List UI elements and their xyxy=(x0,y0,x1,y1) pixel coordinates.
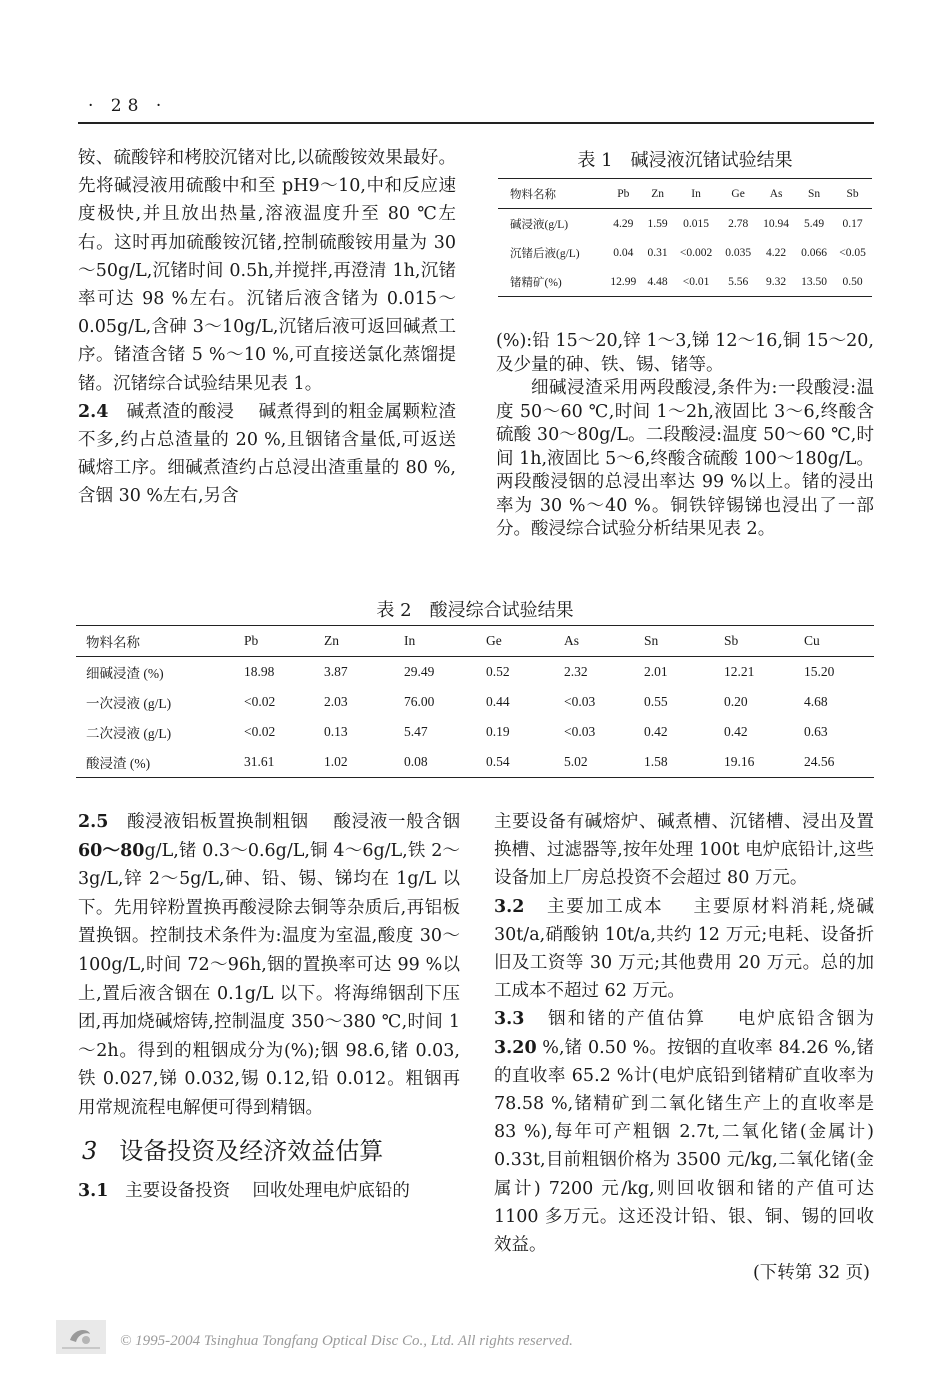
table-cell: 0.55 xyxy=(644,694,668,709)
table-cell: 10.94 xyxy=(763,217,790,230)
section-text: 主要原材料消耗,烧碱 30t/a,硝酸钠 10t/a,共约 12 万元;电耗、设备折旧及工资等 30 万元;其他费用 20 万元。总的加工成本不超过 62 万元。 xyxy=(494,896,875,1002)
table-header-cell: Zn xyxy=(324,633,339,648)
section-number: 2.4 xyxy=(78,401,109,422)
left-column-bottom xyxy=(78,808,460,1205)
section-text: 电炉底铅含铟为 xyxy=(737,1009,875,1030)
table-cell: 细碱浸渣 (%) xyxy=(86,666,164,681)
paragraph-equipment: 主要设备有碱熔炉、碱煮槽、沉锗槽、浸出及置换槽、过滤器等,按年处理 100t 电炉底铅计,这些设备加上厂房总投资不会超过 80 万元。 xyxy=(494,812,874,889)
table-cell: 24.56 xyxy=(804,754,835,769)
section-text-bold: 60～80 xyxy=(78,840,145,861)
table-row xyxy=(76,747,874,778)
section-text: 回收处理电炉底铅的 xyxy=(252,1180,410,1201)
table-cell: <0.02 xyxy=(244,724,276,739)
left-column-top xyxy=(78,144,456,511)
table-cell: 0.52 xyxy=(486,664,510,679)
section-2-5 xyxy=(78,808,460,1123)
table-cell: 0.13 xyxy=(324,724,348,739)
table-row xyxy=(76,717,874,747)
right-column-top xyxy=(496,330,874,542)
table-cell: 1.59 xyxy=(647,217,668,230)
table-cell: 0.31 xyxy=(647,246,668,259)
table-cell: 12.99 xyxy=(610,275,637,288)
table-cell: 沉锗后液(g/L) xyxy=(510,247,580,260)
table-cell: 0.17 xyxy=(842,217,863,230)
table-cell: 5.56 xyxy=(728,275,749,288)
table-cell: 0.63 xyxy=(804,724,828,739)
table-cell: <0.01 xyxy=(682,275,710,288)
section-title: 主要加工成本 xyxy=(546,896,664,917)
section-number: 2.5 xyxy=(78,812,109,832)
table-cell: 18.98 xyxy=(244,664,275,679)
table-cell: 酸浸渣 (%) xyxy=(86,756,151,771)
section-number: 3.3 xyxy=(494,1009,525,1030)
table-cell: 2.01 xyxy=(644,664,668,679)
table-cell: 0.08 xyxy=(404,754,428,769)
table-cell: 0.035 xyxy=(725,246,752,259)
table-cell: 0.015 xyxy=(683,217,709,230)
table-cell: 一次浸液 (g/L) xyxy=(86,696,172,711)
section-3-heading xyxy=(78,1131,460,1171)
paragraph-germanium-precipitation: 铵、硫酸锌和栲胶沉锗对比,以硫酸铵效果最好。先将碱浸液用硫酸中和至 pH9～10,中和反应速度极快,并且放出热量,溶液温度升至 80 ℃左右。这时再加硫酸铵沉锗,控制硫酸铵用量为 30～50g/L,沉锗时间 0.5h,并搅拌,再澄清 1h,沉锗率可达 98 %左右。沉锗后液含锗为 0.015～0.05g/L,含砷 3～10g/L,沉锗后液可返回碱煮工序。锗渣含锗 5 %～10 %,可直接送氯化蒸馏提锗。沉锗综合试验结果见表 1。 xyxy=(78,148,456,394)
table-cell: 二次浸液 (g/L) xyxy=(86,726,172,741)
section-number: 3.2 xyxy=(494,896,525,917)
table-cell: 0.066 xyxy=(801,246,827,259)
table-cell: 19.16 xyxy=(724,754,755,769)
section-text: %,锗 0.50 %。按铟的直收率 84.26 %,锗的直收率 65.2 %计(电炉底铅到锗精矿直收率为 78.58 %,锗精矿到二氧化锗生产上的直收率是 83 %),每年可产粗铟 2.7t,二氧化锗(金属计) 0.33t,目前粗铟价格为 3500 元/kg,二氧化锗(金属计) 7200 元/kg,则回收铟和锗的产值可达 1100 多万元。这还没计铅、银、铜、锡的回收效益。 xyxy=(494,1037,874,1256)
table-cell: 3.87 xyxy=(324,664,348,679)
table-cell: 5.47 xyxy=(404,724,428,739)
right-column-bottom xyxy=(494,808,874,1287)
table-cell: <0.05 xyxy=(839,246,866,259)
table-header-cell: Sb xyxy=(846,187,859,200)
page-number: · 28 · xyxy=(88,96,168,116)
table-cell: 76.00 xyxy=(404,694,435,709)
table-header-cell: As xyxy=(769,187,783,200)
table-header-cell: Ge xyxy=(731,187,745,200)
table-row xyxy=(498,267,872,297)
table-cell: 5.02 xyxy=(564,754,588,769)
section-text-bold: 3.20 xyxy=(494,1037,537,1058)
table1-caption: 表 1 碱浸液沉锗试验结果 xyxy=(577,150,793,171)
paragraph-residue-composition: (%):铅 15～20,锌 1～3,锑 12～16,铜 15～20,及少量的砷、铁、锡、锗等。 xyxy=(496,331,874,375)
table-cell: 13.50 xyxy=(801,275,827,288)
table-row xyxy=(498,238,872,267)
table-row xyxy=(76,687,874,717)
table2 xyxy=(76,625,874,778)
section-text: g/L,锗 0.3～0.6g/L,铜 4～6g/L,铁 2～3g/L,锌 2～5g/L,砷、铅、锡、锑均在 1g/L 以下。先用锌粉置换再酸浸除去铜等杂质后,再铝板置换铟。控制技术条件为:温度为室温,酸度 30～100g/L,时间 72～96h,铟的置换率可达 99 %以上,置后液含铟在 0.1g/L 以下。将海绵铟刮下压团,再加烧碱熔铸,控制温度 350～380 ℃,时间 1～2h。得到的粗铟成分为(%);铟 98.6,锗 0.03,铁 0.027,锑 0.032,锡 0.12,铅 0.012。粗铟再用常规流程电解便可得到精铟。 xyxy=(78,840,460,1118)
table-cell: 2.32 xyxy=(564,664,588,679)
section-title: 主要设备投资 xyxy=(125,1180,231,1201)
table-cell: 12.21 xyxy=(724,664,755,679)
table-cell: 2.03 xyxy=(324,694,348,709)
table-row xyxy=(76,657,874,688)
table-cell: <0.002 xyxy=(679,246,713,259)
table-cell: 29.49 xyxy=(404,664,435,679)
table-cell: 15.20 xyxy=(804,664,835,679)
table-header-cell: 物料名称 xyxy=(86,635,140,650)
table-cell: <0.03 xyxy=(564,694,596,709)
table-header-cell: Pb xyxy=(617,187,630,200)
copyright-notice: © 1995-2004 Tsinghua Tongfang Optical Disc Co., Ltd. All rights reserved. xyxy=(120,1333,573,1349)
table-cell: 0.54 xyxy=(486,754,510,769)
table-cell: <0.03 xyxy=(564,724,596,739)
table-cell: 0.19 xyxy=(486,724,510,739)
section-2-4 xyxy=(78,398,456,511)
table-cell: 0.50 xyxy=(842,275,863,288)
table-cell: 0.20 xyxy=(724,694,748,709)
table-header-cell: 物料名称 xyxy=(510,188,556,201)
table-cell: <0.02 xyxy=(244,694,276,709)
table-cell: 0.44 xyxy=(486,694,510,709)
table2-caption: 表 2 酸浸综合试验结果 xyxy=(376,600,574,621)
section-3-2 xyxy=(494,893,874,1006)
table-cell: 2.78 xyxy=(728,217,749,230)
table-cell: 31.61 xyxy=(244,754,275,769)
section-title: 碱煮渣的酸浸 xyxy=(126,401,235,422)
table-cell: 9.32 xyxy=(766,275,787,288)
table-cell: 5.49 xyxy=(804,217,825,230)
table-cell: 1.02 xyxy=(324,754,348,769)
table-cell: 4.29 xyxy=(613,217,634,230)
section-title: 铟和锗的产值估算 xyxy=(548,1009,707,1030)
publisher-logo-icon xyxy=(56,1320,106,1354)
table-header-cell: Ge xyxy=(486,633,502,648)
continued-note: (下转第 32 页) xyxy=(752,1263,870,1284)
table-header-cell: Zn xyxy=(651,187,664,200)
table-cell: 0.04 xyxy=(613,246,634,259)
table-header-cell: Sb xyxy=(724,633,739,648)
section-3-3 xyxy=(494,1005,874,1259)
table-cell: 1.58 xyxy=(644,754,668,769)
table-header-cell: Pb xyxy=(244,633,259,648)
table-cell: 4.48 xyxy=(647,275,668,288)
table-cell: 0.42 xyxy=(724,724,748,739)
table-header-cell: Sn xyxy=(807,187,821,200)
table-cell: 4.22 xyxy=(766,246,787,259)
section-text: 碱煮得到的粗金属颗粒渣不多,约占总渣量的 20 %,且铟锗含量低,可返送碱熔工序。细碱煮渣约占总浸出渣重量的 80 %,含铟 30 %左右,另含 xyxy=(78,401,456,507)
table-header-cell: Sn xyxy=(644,633,659,648)
section-title: 酸浸液铝板置换制粗铟 xyxy=(127,812,309,832)
section-title: 设备投资及经济效益估算 xyxy=(119,1136,384,1165)
section-3-1 xyxy=(78,1177,460,1206)
header-rule xyxy=(78,122,874,124)
table-cell: 0.42 xyxy=(644,724,668,739)
section-number: 3 xyxy=(82,1136,98,1165)
table-cell: 4.68 xyxy=(804,694,828,709)
table1 xyxy=(498,178,872,297)
table-header-cell: As xyxy=(564,633,580,648)
section-text: 酸浸液一般含铟 xyxy=(333,812,460,832)
paragraph-acid-leaching: 细碱浸渣采用两段酸浸,条件为:一段酸浸:温度 50～60 ℃,时间 1～2h,液固比 3～6,终酸含硫酸 30～80g/L。二段酸浸:温度 50～60 ℃,时间 1h,液固比 5～6,终酸含硫酸 100～180g/L。两段酸浸铟的总浸出率达 99 %以上。锗的浸出率为 30 %～40 %。铜铁锌锡锑也浸出了一部分。酸浸综合试验分析结果见表 2。 xyxy=(496,378,875,539)
table-row xyxy=(498,209,872,239)
table-header-cell: In xyxy=(691,187,701,200)
table-header-cell: Cu xyxy=(804,633,820,648)
table-cell: 锗精矿(%) xyxy=(510,276,562,289)
section-number: 3.1 xyxy=(78,1180,109,1201)
table-header-row xyxy=(498,179,872,209)
table-cell: 碱浸液(g/L) xyxy=(510,218,569,231)
table-header-cell: In xyxy=(404,633,416,648)
table-header-row xyxy=(76,626,874,657)
